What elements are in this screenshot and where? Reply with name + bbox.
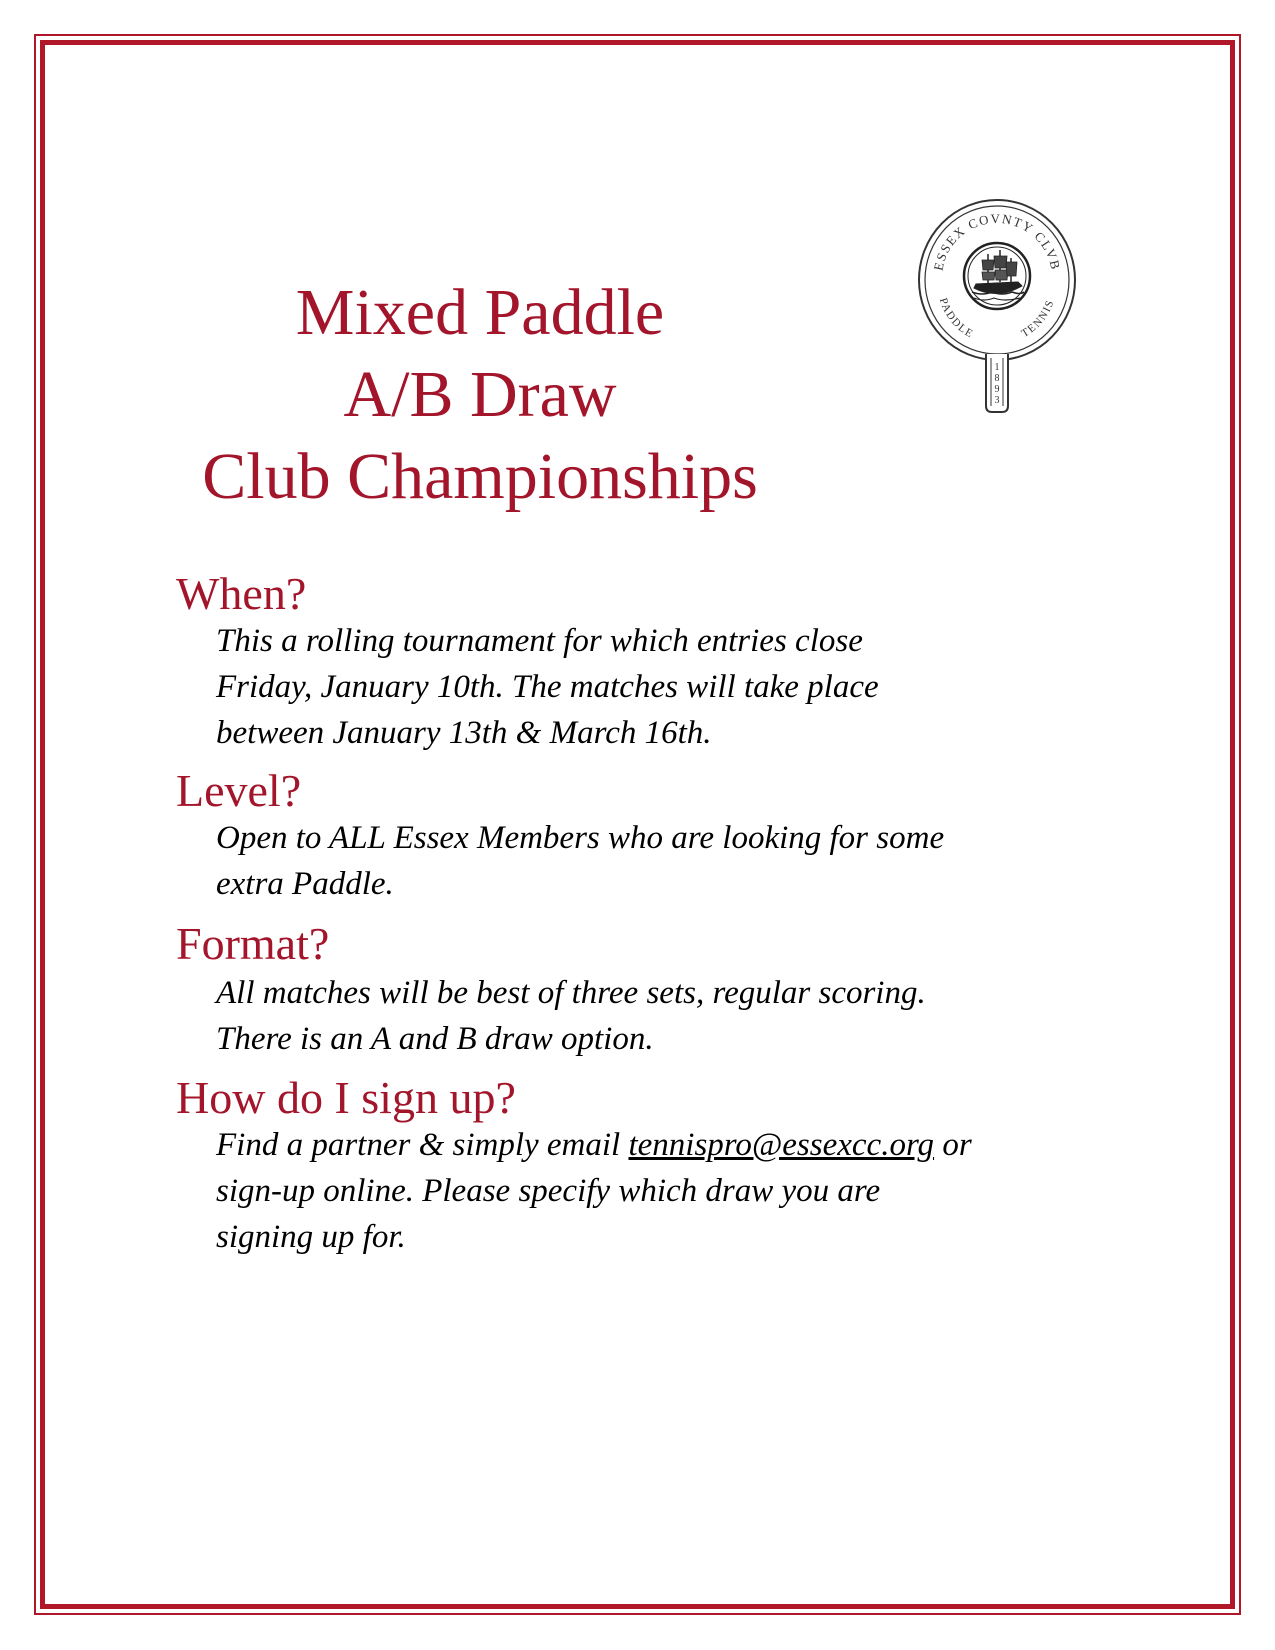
logo-club-name: ESSEX COVNTY CLVB xyxy=(930,210,1064,272)
section-body-format xyxy=(216,970,1176,1062)
paddle-seal-icon xyxy=(912,196,1082,416)
section-body-signup xyxy=(216,1122,1176,1260)
logo-year xyxy=(995,362,1000,406)
section-heading-when: When? xyxy=(176,568,307,619)
when-line-2: Friday, January 10th. The matches will take place xyxy=(216,669,879,705)
section-heading-signup: How do I sign up? xyxy=(176,1072,516,1123)
logo-year-digit: 3 xyxy=(994,395,1000,406)
signup-line-1 xyxy=(216,1122,1176,1168)
level-line-2: extra Paddle. xyxy=(216,866,394,902)
signup-line-2: sign-up online. Please specify which draw you are xyxy=(216,1173,881,1209)
format-line-2: There is an A and B draw option. xyxy=(216,1021,654,1057)
logo-right-text: TENNIS xyxy=(1019,297,1057,340)
logo-year-digit: 8 xyxy=(994,373,1000,384)
signup-line-1-suffix: or xyxy=(934,1127,972,1163)
section-body-level xyxy=(216,815,1176,907)
format-line-1: All matches will be best of three sets, regular scoring. xyxy=(216,975,926,1011)
logo-year-digit: 1 xyxy=(994,362,1000,373)
signup-line-1-prefix: Find a partner & simply email xyxy=(216,1127,629,1163)
logo-year-digit: 9 xyxy=(994,384,1000,395)
logo-left-text: PADDLE xyxy=(936,296,976,341)
title-line-1: Mixed Paddle xyxy=(295,276,665,349)
title-line-3: Club Championships xyxy=(202,440,758,513)
level-line-1: Open to ALL Essex Members who are looking for some xyxy=(216,820,945,856)
section-heading-format: Format? xyxy=(176,918,330,969)
section-heading-level: Level? xyxy=(176,765,302,816)
svg-text:PADDLE xyxy=(937,297,976,341)
email-link[interactable]: tennispro@essexcc.org xyxy=(628,1127,935,1163)
when-line-1: This a rolling tournament for which entries close xyxy=(216,623,863,659)
title-line-2: A/B Draw xyxy=(343,358,617,431)
svg-text:TENNIS xyxy=(1019,298,1056,340)
signup-line-3: signing up for. xyxy=(216,1219,406,1255)
club-logo xyxy=(912,196,1082,416)
section-body-when xyxy=(216,618,1176,756)
when-line-3: between January 13th & March 16th. xyxy=(216,715,712,751)
page-title xyxy=(140,272,820,518)
